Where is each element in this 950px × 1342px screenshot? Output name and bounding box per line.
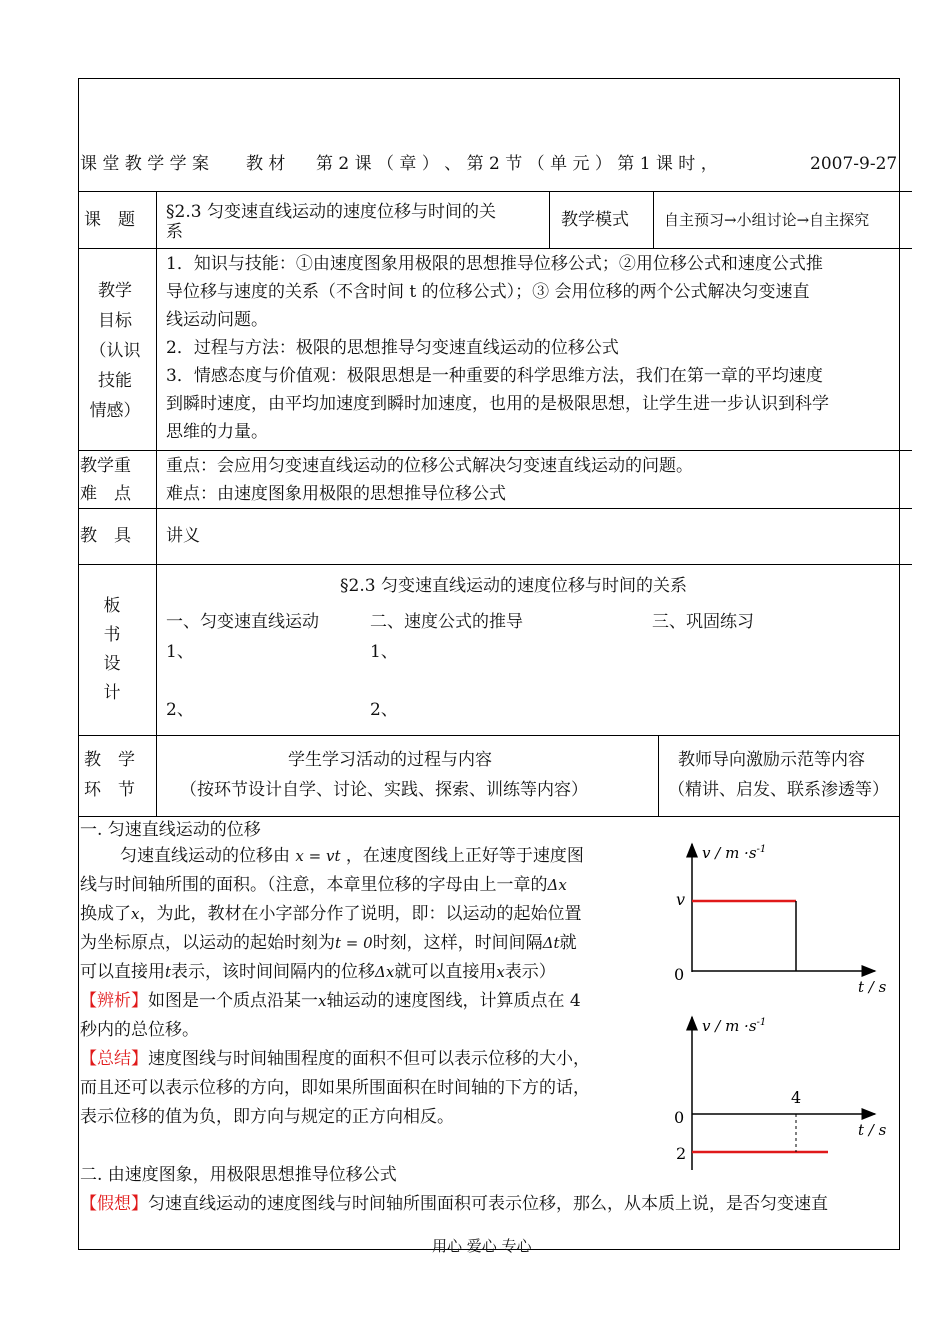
y-axis-label: $v / m \cdot s^{-1}$ bbox=[702, 844, 767, 862]
text: 匀速直线运动的速度图线与时间轴所围面积可表示位移，那么，从本质上说，是否匀变速直 bbox=[148, 1194, 828, 1214]
board-col1-head: 一、匀变速直线运动 bbox=[166, 612, 319, 632]
section2-title: 二. 由速度图象，用极限思想推导位移公式 bbox=[80, 1165, 397, 1185]
tick-v-label: 2 bbox=[676, 1144, 687, 1163]
text: 表示） bbox=[504, 962, 556, 982]
tick-t-label: 4 bbox=[791, 1088, 802, 1107]
board-col2-head: 二、速度公式的推导 bbox=[370, 612, 523, 632]
board-item: 2、 bbox=[166, 700, 194, 720]
board-title: §2.3 匀变速直线运动的速度位移与时间的关系 bbox=[340, 576, 687, 596]
goal-line: 线运动问题。 bbox=[166, 310, 268, 330]
paragraph1-line4 bbox=[80, 929, 577, 957]
velocity-graph-constant bbox=[660, 830, 900, 1010]
header-textbook: 教 材 bbox=[246, 154, 286, 174]
formula: x = vt bbox=[295, 847, 341, 865]
row-divider bbox=[78, 735, 900, 736]
teacher-guide-title: 教师导向激励示范等内容 bbox=[678, 750, 865, 770]
v-label: v bbox=[676, 890, 686, 909]
board-label-char: 设 bbox=[103, 654, 121, 674]
process-label-line2: 环 节 bbox=[84, 780, 135, 800]
summary-line1 bbox=[80, 1045, 590, 1073]
analysis-line1 bbox=[80, 987, 581, 1015]
board-item: 2、 bbox=[370, 700, 398, 720]
text: 速度图线与时间轴围程度的面积不但可以表示位移的大小， bbox=[148, 1049, 590, 1069]
goals-label-line: （认识 bbox=[89, 341, 141, 361]
goal-line: 导位移与速度的关系（不含时间 t 的位移公式）；③ 会用位移的两个公式解决匀变速直 bbox=[166, 282, 810, 302]
row-divider bbox=[78, 508, 912, 509]
row-divider bbox=[78, 191, 912, 192]
paragraph1-line2 bbox=[80, 871, 567, 899]
symbol: Δt bbox=[542, 934, 560, 952]
goals-label bbox=[80, 276, 150, 426]
board-item: 1、 bbox=[166, 642, 194, 662]
topic-value-line1: §2.3 匀变速直线运动的速度位移与时间的关 bbox=[166, 202, 496, 222]
footer-text: 用心 爱心 专心 bbox=[432, 1237, 532, 1255]
header-lesson-info: 第 2 课 （ 章 ） 、 第 2 节 （ 单 元 ） 第 1 课 时 ， bbox=[316, 154, 718, 174]
analysis-tag: 【辨析】 bbox=[80, 991, 148, 1011]
col-divider bbox=[653, 191, 654, 248]
board-label-char: 计 bbox=[103, 683, 121, 703]
paragraph1-line3 bbox=[80, 900, 581, 928]
goals-label-line: 技能 bbox=[98, 371, 132, 391]
y-axis-label: $v / m \cdot s^{-1}$ bbox=[702, 1017, 767, 1035]
hypothesis-tag: 【假想】 bbox=[80, 1194, 148, 1214]
text: 可以直接用 bbox=[80, 962, 165, 982]
text: 表示，该时间间隔内的位移 bbox=[171, 962, 376, 982]
row-divider bbox=[78, 450, 912, 451]
summary-line2: 而且还可以表示位移的方向，即如果所围面积在时间轴的下方的话， bbox=[80, 1078, 590, 1098]
text: 换成了 bbox=[80, 904, 131, 924]
goal-line: 到瞬时速度，由平均加速度到瞬时加速度，也用的是极限思想，让学生进一步认识到科学 bbox=[166, 394, 829, 414]
header-date: 2007-9-27 bbox=[810, 154, 898, 174]
origin-label: 0 bbox=[674, 1108, 685, 1127]
summary-line3: 表示位移的值为负，即方向与规定的正方向相反。 bbox=[80, 1107, 454, 1127]
paragraph1-line1 bbox=[120, 842, 584, 870]
student-activity-title: 学生学习活动的过程与内容 bbox=[288, 750, 492, 770]
mode-value: 自主预习→小组讨论→自主探究 bbox=[664, 211, 870, 229]
hypothesis-line bbox=[80, 1190, 828, 1218]
focus-text: 重点：会应用匀变速直线运动的位移公式解决匀变速直线运动的问题。 bbox=[166, 456, 693, 476]
goals-label-line: 教学 bbox=[98, 281, 132, 301]
symbol: t bbox=[165, 963, 172, 981]
section1-title: 一. 匀速直线运动的位移 bbox=[80, 820, 261, 840]
goal-line: 3．情感态度与价值观：极限思想是一种重要的科学思维方法，我们在第一章的平均速度 bbox=[166, 366, 823, 386]
text: 匀速直线运动的位移由 bbox=[120, 846, 290, 866]
board-col3-head: 三、巩固练习 bbox=[652, 612, 754, 632]
topic-value-line2: 系 bbox=[166, 222, 183, 242]
origin-label: 0 bbox=[674, 965, 685, 984]
analysis-line2: 秒内的总位移。 bbox=[80, 1020, 199, 1040]
goals-label-line: 情感） bbox=[89, 401, 141, 421]
tools-value: 讲义 bbox=[166, 526, 200, 546]
symbol: Δx bbox=[375, 963, 395, 981]
student-activity-note: （按环节设计自学、讨论、实践、探索、训练等内容） bbox=[180, 780, 588, 800]
row-divider bbox=[78, 248, 912, 249]
x-axis-label: t / s bbox=[858, 978, 887, 996]
board-label-char: 书 bbox=[103, 625, 121, 645]
text: ，在速度图线上正好等于速度图 bbox=[345, 846, 584, 866]
goal-line: 2．过程与方法：极限的思想推导匀变速直线运动的位移公式 bbox=[166, 338, 619, 358]
summary-tag: 【总结】 bbox=[80, 1049, 148, 1069]
difficulty-text: 难点：由速度图象用极限的思想推导位移公式 bbox=[166, 484, 506, 504]
text: ，为此，教材在小字部分作了说明，即：以运动的起始位置 bbox=[139, 904, 582, 924]
goal-line: 思维的力量。 bbox=[166, 422, 268, 442]
symbol: x bbox=[496, 963, 505, 981]
topic-label: 课 题 bbox=[84, 210, 135, 230]
keypoints-label-line2: 难 点 bbox=[80, 484, 131, 504]
text: 轴运动的速度图线，计算质点在 4 bbox=[326, 991, 581, 1011]
board-label-char: 板 bbox=[103, 596, 121, 616]
symbol: x bbox=[131, 905, 140, 923]
text: 时刻，这样，时间间隔 bbox=[372, 933, 543, 953]
symbol: Δx bbox=[547, 876, 567, 894]
board-label bbox=[90, 592, 134, 708]
process-label-line1: 教 学 bbox=[84, 750, 135, 770]
velocity-graph-negative bbox=[660, 1005, 900, 1175]
text: 如图是一个质点沿某一 bbox=[148, 991, 318, 1011]
goals-label-line: 目标 bbox=[98, 311, 132, 331]
text: 就可以直接用 bbox=[394, 962, 497, 982]
text: 为坐标原点，以运动的起始时刻为 bbox=[80, 933, 335, 953]
formula: t = 0 bbox=[335, 934, 373, 952]
tools-label: 教 具 bbox=[80, 526, 131, 546]
paragraph1-line5 bbox=[80, 958, 556, 986]
teacher-guide-note: （精讲、启发、联系渗透等） bbox=[668, 780, 889, 800]
header-title: 课 堂 教 学 学 案 bbox=[80, 154, 210, 174]
keypoints-label-line1: 教学重 bbox=[80, 456, 131, 476]
board-item: 1、 bbox=[370, 642, 398, 662]
x-axis-label: t / s bbox=[858, 1121, 887, 1139]
col-divider bbox=[156, 191, 157, 816]
mode-label: 教学模式 bbox=[561, 210, 629, 230]
symbol: x bbox=[318, 992, 327, 1010]
col-divider bbox=[549, 191, 550, 248]
col-divider bbox=[658, 735, 659, 816]
row-divider bbox=[78, 564, 912, 565]
goal-line: 1．知识与技能：①由速度图象用极限的思想推导位移公式；②用位移公式和速度公式推 bbox=[166, 254, 823, 274]
text: 就 bbox=[559, 933, 577, 953]
text: 线与时间轴所围的面积。（注意，本章里位移的字母由上一章的 bbox=[80, 875, 548, 895]
